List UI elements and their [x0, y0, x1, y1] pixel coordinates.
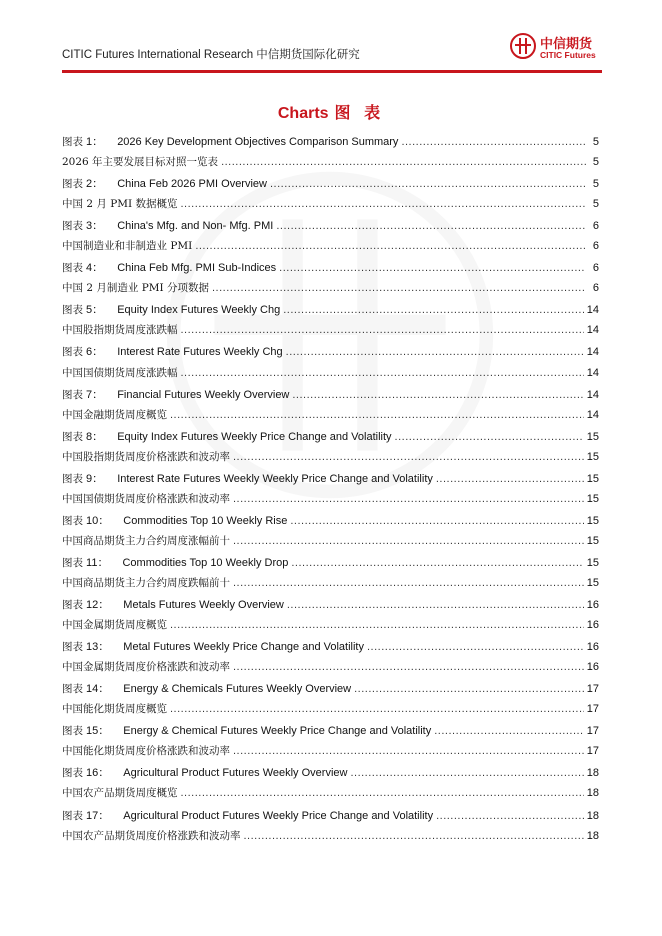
toc-entry[interactable]: [62, 280, 599, 301]
toc-heading-cn: 图 表: [334, 103, 385, 122]
toc-entry[interactable]: [62, 828, 599, 849]
logo-text-cn: 中信期货: [540, 37, 593, 52]
toc-page-number: 18: [586, 767, 599, 780]
toc-leader-dots: [276, 220, 586, 232]
toc-entry-label: [62, 238, 192, 253]
toc-entry-text-cn: 中国制造业和非制造业 PMI: [62, 240, 193, 253]
header-divider: [62, 70, 602, 73]
toc-entry[interactable]: [62, 322, 599, 343]
toc-entry-label: [62, 743, 230, 758]
toc-entry-text-cn: 中国金融期货周度概览: [62, 408, 167, 421]
citic-logo-icon: [510, 33, 536, 59]
toc-entry-number: 7：: [83, 388, 104, 401]
toc-leader-dots: [233, 493, 584, 505]
toc-entry-text: Commodities Top 10 Weekly Drop: [122, 556, 289, 569]
toc-page-number: 17: [586, 683, 599, 696]
toc-page-number: 16: [586, 619, 599, 632]
toc-entry[interactable]: [62, 154, 599, 175]
toc-entry-label: [62, 322, 178, 337]
toc-entry[interactable]: [62, 722, 599, 743]
toc-entry[interactable]: [62, 365, 599, 386]
toc-leader-dots: [195, 240, 586, 252]
toc-entry-label: [62, 365, 178, 380]
toc-entry-text: China's Mfg. and Non- Mfg. PMI: [117, 220, 274, 233]
toc-entry-label: [62, 533, 230, 548]
toc-leader-dots: [181, 324, 584, 336]
toc-entry-text-cn: 中国国债期货周度价格涨跌和波动率: [62, 492, 230, 505]
toc-entry-prefix: 图表: [62, 178, 83, 191]
toc-entry-prefix: 图表: [62, 683, 83, 696]
toc-entry-text-cn: 中国能化期货周度概览: [62, 703, 167, 716]
toc-entry-number: 10：: [83, 514, 110, 527]
toc-leader-dots: [395, 431, 584, 443]
toc-entry-number: 15：: [83, 725, 110, 738]
toc-entry-text: China Feb 2026 PMI Overview: [117, 178, 267, 191]
toc-entry-label: [62, 512, 287, 528]
toc-entry-label: [62, 470, 433, 486]
logo-text-en: CITIC Futures: [540, 50, 596, 60]
toc-leader-dots: [170, 703, 584, 715]
toc-entry-prefix: 图表: [62, 346, 83, 359]
toc-entry-text: Equity Index Futures Weekly Price Change and Volatility: [117, 430, 392, 443]
toc-leader-dots: [244, 830, 584, 842]
toc-entry-number: 1：: [83, 136, 104, 148]
toc-entry[interactable]: [62, 554, 599, 575]
toc-entry[interactable]: [62, 701, 599, 722]
toc-entry-number: 9：: [83, 472, 104, 485]
toc-entry-prefix: 图表: [62, 472, 83, 485]
toc-entry-text-cn: 中国国债期货周度涨跌幅: [62, 366, 178, 379]
toc-entry-prefix: 图表: [62, 725, 83, 738]
toc-page-number: 5: [592, 136, 599, 148]
toc-leader-dots: [436, 473, 584, 485]
toc-leader-dots: [212, 282, 586, 294]
toc-entry-text-cn: 2026 年主要发展目标对照一览表: [62, 156, 219, 169]
toc-entry-text-cn: 中国商品期货主力合约周度跌幅前十: [62, 576, 230, 589]
toc-entry-number: 14：: [83, 683, 110, 696]
toc-leader-dots: [279, 262, 586, 274]
toc-entry-prefix: 图表: [62, 304, 83, 317]
toc-page-number: 6: [592, 262, 599, 275]
toc-entry-text: Interest Rate Futures Weekly Weekly Price Change and Volatility: [117, 472, 433, 485]
toc-page-number: 5: [592, 198, 599, 211]
toc-leader-dots: [170, 409, 584, 421]
toc-entry-number: 13：: [83, 641, 110, 654]
toc-leader-dots: [233, 535, 584, 547]
toc-entry-prefix: 图表: [62, 556, 83, 569]
toc-page-number: 14: [586, 304, 599, 317]
toc-entry-number: 12：: [83, 599, 110, 612]
toc-entry-prefix: 图表: [62, 809, 83, 822]
toc-entry[interactable]: [62, 617, 599, 638]
toc-page-number: 15: [586, 472, 599, 485]
toc-leader-dots: [233, 745, 584, 757]
toc-entry-text-cn: 中国金属期货周度概览: [62, 619, 167, 632]
toc-leader-dots: [181, 787, 584, 799]
toc-entry-prefix: 图表: [62, 262, 83, 275]
toc-entry-label: [62, 491, 230, 506]
header-title: CITIC Futures International Research 中信期货国际化研究: [62, 49, 360, 61]
toc-leader-dots: [354, 683, 584, 695]
toc-entry-prefix: 图表: [62, 767, 83, 780]
toc-entry-label: [62, 196, 178, 211]
toc-entry-text: Equity Index Futures Weekly Chg: [117, 304, 281, 317]
toc-entry[interactable]: [62, 470, 599, 491]
toc-entry-label: [62, 596, 284, 612]
toc-entry[interactable]: [62, 743, 599, 764]
toc-page-number: 14: [586, 388, 599, 401]
toc-page-number: 15: [586, 492, 599, 505]
toc-page-number: 15: [586, 534, 599, 547]
toc-entry-label: [62, 133, 398, 149]
toc-entry[interactable]: [62, 596, 599, 617]
toc-entry[interactable]: [62, 491, 599, 512]
page-header: [62, 30, 602, 74]
toc-page-number: 14: [586, 408, 599, 421]
toc-entry-prefix: 图表: [62, 388, 83, 401]
toc-page-number: 15: [586, 556, 599, 569]
toc-entry[interactable]: [62, 533, 599, 554]
toc-entry-prefix: 图表: [62, 599, 83, 612]
toc-entry-text-cn: 中国农产品期货周度价格涨跌和波动率: [62, 829, 241, 842]
toc-entry-text-cn: 中国股指期货周度涨跌幅: [62, 324, 178, 337]
toc-entry-text: Metal Futures Weekly Price Change and Volatility: [123, 641, 364, 654]
toc-entry-prefix: 图表: [62, 430, 83, 443]
toc-page-number: 15: [586, 576, 599, 589]
toc-entry-text: 2026 Key Development Objectives Comparison Summary: [117, 136, 399, 148]
toc-leader-dots: [434, 725, 584, 737]
toc-page-number: 16: [586, 661, 599, 674]
toc-page-number: 17: [586, 703, 599, 716]
toc-entry[interactable]: [62, 512, 599, 533]
toc-entry-label: [62, 217, 273, 233]
toc-entry[interactable]: [62, 259, 599, 280]
toc-entry-label: [62, 638, 364, 654]
toc-leader-dots: [170, 619, 584, 631]
toc-entry-number: 17：: [83, 809, 110, 822]
toc-entry[interactable]: [62, 407, 599, 428]
toc-page-number: 6: [592, 282, 599, 295]
toc-entry[interactable]: [62, 807, 599, 828]
toc-entry-text-cn: 中国 2 月制造业 PMI 分项数据: [62, 282, 209, 295]
toc-leader-dots: [233, 661, 584, 673]
toc-leader-dots: [292, 389, 583, 401]
toc-entry-number: 3：: [83, 220, 104, 233]
toc-entry-number: 4：: [83, 262, 104, 275]
toc-leader-dots: [350, 767, 583, 779]
toc-entry-number: 8：: [83, 430, 104, 443]
toc-entry[interactable]: [62, 638, 599, 659]
toc-leader-dots: [436, 810, 584, 822]
toc-entry[interactable]: [62, 238, 599, 259]
citic-logo: [510, 30, 602, 64]
toc-entry-label: [62, 722, 431, 738]
toc-entry-label: [62, 428, 392, 444]
toc-entry[interactable]: [62, 764, 599, 785]
toc-entry-text: Energy & Chemicals Futures Weekly Overview: [123, 683, 352, 696]
toc-entry[interactable]: [62, 659, 599, 680]
toc-entry-text-cn: 中国股指期货周度价格涨跌和波动率: [62, 450, 230, 463]
toc-entry[interactable]: [62, 196, 599, 217]
toc-page-number: 16: [586, 599, 599, 612]
toc-entry-label: [62, 785, 178, 800]
toc-entry-prefix: 图表: [62, 641, 83, 654]
toc-entry-label: [62, 175, 267, 191]
toc-page-number: 17: [586, 745, 599, 758]
toc-page-number: 15: [586, 430, 599, 443]
table-of-contents: [62, 133, 599, 849]
toc-entry-number: 11：: [83, 556, 109, 569]
toc-entry-text: Commodities Top 10 Weekly Rise: [123, 514, 288, 527]
toc-entry-number: 5：: [83, 304, 104, 317]
toc-entry-label: [62, 449, 230, 464]
toc-entry[interactable]: [62, 301, 599, 322]
toc-entry-text: Financial Futures Weekly Overview: [117, 388, 290, 401]
toc-leader-dots: [287, 599, 584, 611]
toc-entry[interactable]: [62, 575, 599, 596]
toc-entry-label: [62, 554, 288, 570]
toc-entry-text: Agricultural Product Futures Weekly Overview: [123, 767, 348, 780]
toc-entry-text: Interest Rate Futures Weekly Chg: [117, 346, 283, 359]
toc-heading-en: Charts: [277, 105, 329, 122]
toc-entry-label: [62, 659, 230, 674]
toc-entry-text-cn: 中国金属期货周度价格涨跌和波动率: [62, 661, 230, 674]
toc-entry-prefix: 图表: [62, 136, 83, 148]
toc-entry-number: 6：: [83, 346, 104, 359]
toc-leader-dots: [290, 515, 583, 527]
toc-page-number: 6: [592, 220, 599, 233]
toc-entry-text-cn: 中国农产品期货周度概览: [62, 787, 178, 800]
toc-leader-dots: [233, 577, 584, 589]
toc-page-number: 15: [586, 514, 599, 527]
toc-leader-dots: [221, 156, 586, 168]
toc-entry-label: [62, 807, 433, 823]
toc-entry[interactable]: [62, 680, 599, 701]
toc-entry-label: [62, 764, 347, 780]
toc-entry-number: 16：: [83, 767, 110, 780]
toc-page-number: 6: [592, 240, 599, 253]
toc-entry-text: China Feb Mfg. PMI Sub-Indices: [117, 262, 277, 275]
toc-entry-text: Metals Futures Weekly Overview: [123, 599, 284, 612]
toc-entry-label: [62, 617, 167, 632]
toc-page-number: 14: [586, 346, 599, 359]
toc-entry-text: Energy & Chemical Futures Weekly Price Change and Volatility: [123, 725, 432, 738]
toc-entry-label: [62, 301, 280, 317]
toc-entry-label: [62, 154, 218, 169]
toc-page-number: 5: [592, 178, 599, 191]
toc-entry-prefix: 图表: [62, 514, 83, 527]
toc-entry-label: [62, 680, 351, 696]
toc-page-number: 16: [586, 641, 599, 654]
toc-entry[interactable]: [62, 133, 599, 154]
toc-entry-label: [62, 407, 167, 422]
toc-heading: [0, 100, 662, 123]
toc-entry-label: [62, 259, 276, 275]
toc-page-number: 18: [586, 809, 599, 822]
toc-entry[interactable]: [62, 428, 599, 449]
toc-leader-dots: [401, 136, 586, 148]
toc-leader-dots: [181, 198, 587, 210]
toc-entry[interactable]: [62, 175, 599, 196]
toc-leader-dots: [181, 367, 584, 379]
toc-page-number: 5: [592, 156, 599, 169]
toc-entry-text-cn: 中国能化期货周度价格涨跌和波动率: [62, 745, 230, 758]
toc-entry[interactable]: [62, 386, 599, 407]
toc-entry-number: 2：: [83, 178, 104, 191]
toc-entry-label: [62, 701, 167, 716]
toc-entry-text: Agricultural Product Futures Weekly Price Change and Volatility: [123, 809, 434, 822]
toc-entry[interactable]: [62, 343, 599, 364]
toc-entry[interactable]: [62, 217, 599, 238]
toc-leader-dots: [286, 346, 584, 358]
toc-entry-text-cn: 中国商品期货主力合约周度涨幅前十: [62, 534, 230, 547]
toc-entry-text-cn: 中国 2 月 PMI 数据概览: [62, 198, 178, 211]
toc-page-number: 15: [586, 450, 599, 463]
toc-entry-prefix: 图表: [62, 220, 83, 233]
toc-page-number: 17: [586, 725, 599, 738]
toc-entry[interactable]: [62, 785, 599, 806]
toc-leader-dots: [291, 557, 583, 569]
toc-leader-dots: [270, 178, 586, 190]
toc-page-number: 14: [586, 324, 599, 337]
toc-entry-label: [62, 575, 230, 590]
toc-leader-dots: [283, 304, 584, 316]
toc-page-number: 14: [586, 366, 599, 379]
toc-leader-dots: [367, 641, 584, 653]
toc-entry[interactable]: [62, 449, 599, 470]
toc-entry-label: [62, 280, 209, 295]
toc-entry-label: [62, 386, 289, 402]
toc-entry-label: [62, 343, 283, 359]
toc-entry-label: [62, 828, 241, 843]
toc-page-number: 18: [586, 829, 599, 842]
toc-leader-dots: [233, 451, 584, 463]
toc-page-number: 18: [586, 787, 599, 800]
